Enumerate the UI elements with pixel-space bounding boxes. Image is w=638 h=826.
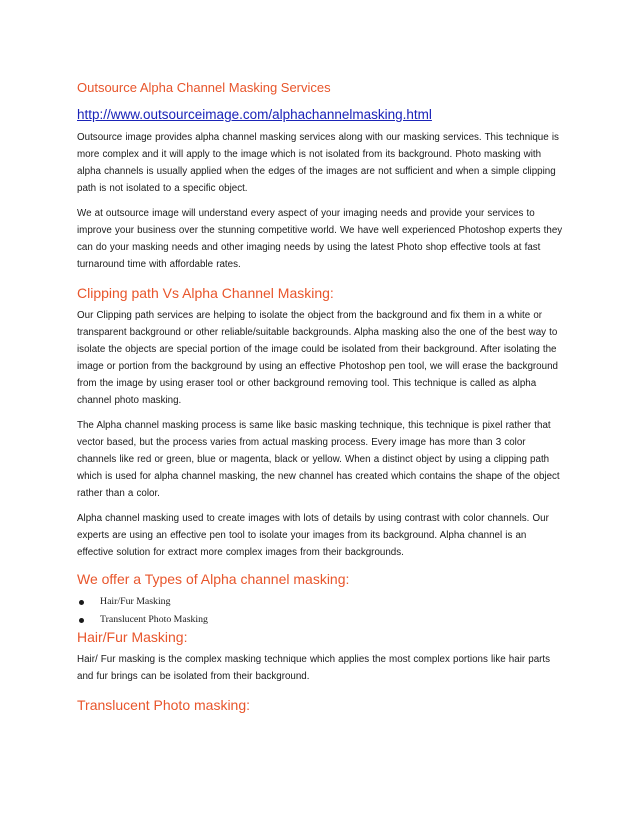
list-item bbox=[77, 611, 563, 629]
source-url-link[interactable]: http://www.outsourceimage.com/alphachannelmasking.html bbox=[77, 107, 432, 122]
document-content bbox=[77, 80, 563, 719]
list-item bbox=[77, 593, 563, 611]
types-list bbox=[77, 593, 563, 629]
document-title: Outsource Alpha Channel Masking Services bbox=[77, 80, 331, 95]
section1-paragraph-2: The Alpha channel masking process is same like basic masking technique, this technique is pixel rather that vector based, but the process varies from actual masking process. Every image has more than 3 color channels like red or green, blue or magenta, black or yellow. When a distinct object by using a clipping path which is used for alpha channel masking, the new channel has created which contains the shape of the object rather than a color. bbox=[77, 420, 560, 499]
bullet-icon bbox=[79, 600, 84, 605]
section1-paragraph-3: Alpha channel masking used to create images with lots of details by using contrast with color channels. Our experts are using an effective pen tool to isolate your images from its background. Alpha channel is an effective solution for extract more complex images from their backgrounds. bbox=[77, 513, 549, 558]
section3-paragraph-1: Hair/ Fur masking is the complex masking technique which applies the most complex portions like hair parts and fur brings can be isolated from their background. bbox=[77, 654, 551, 682]
list-item-label: Translucent Photo Masking bbox=[100, 614, 208, 625]
intro-paragraph-1: Outsource image provides alpha channel masking services along with our masking services. This technique is more complex and it will apply to the image which is not isolated from its background. Photo masking with alpha channels is usually applied when the edges of the images are not sufficient and when a simple clipping path is not isolated to a specific object. bbox=[77, 132, 559, 194]
bullet-icon bbox=[79, 618, 84, 623]
intro-paragraph-2: We at outsource image will understand every aspect of your imaging needs and provide your services to improve your business over the stunning competitive world. We have well experienced Photoshop experts they can do your masking needs and other imaging needs by using the latest Photo shop effective tools at fast turnaround time with affordable rates. bbox=[77, 208, 563, 270]
section-heading-hair-fur: Hair/Fur Masking: bbox=[77, 629, 188, 645]
section1-paragraph-1: Our Clipping path services are helping to isolate the object from the background and fix them in a white or transparent background or other reliable/suitable backgrounds. Alpha masking also the one of the best way to isolate the objects are special portion of the image could be isolated from their background. After isolating the image or portion from the background by using an effective Photoshop pen tool, we will erase the background from the image by using eraser tool or other background removing tool. This technique is called as alpha channel photo masking. bbox=[77, 310, 558, 406]
section-heading-types: We offer a Types of Alpha channel masking: bbox=[77, 571, 350, 587]
section-heading-translucent: Translucent Photo masking: bbox=[77, 697, 251, 713]
section-heading-clipping-vs-alpha: Clipping path Vs Alpha Channel Masking: bbox=[77, 285, 334, 301]
list-item-label: Hair/Fur Masking bbox=[100, 596, 171, 607]
